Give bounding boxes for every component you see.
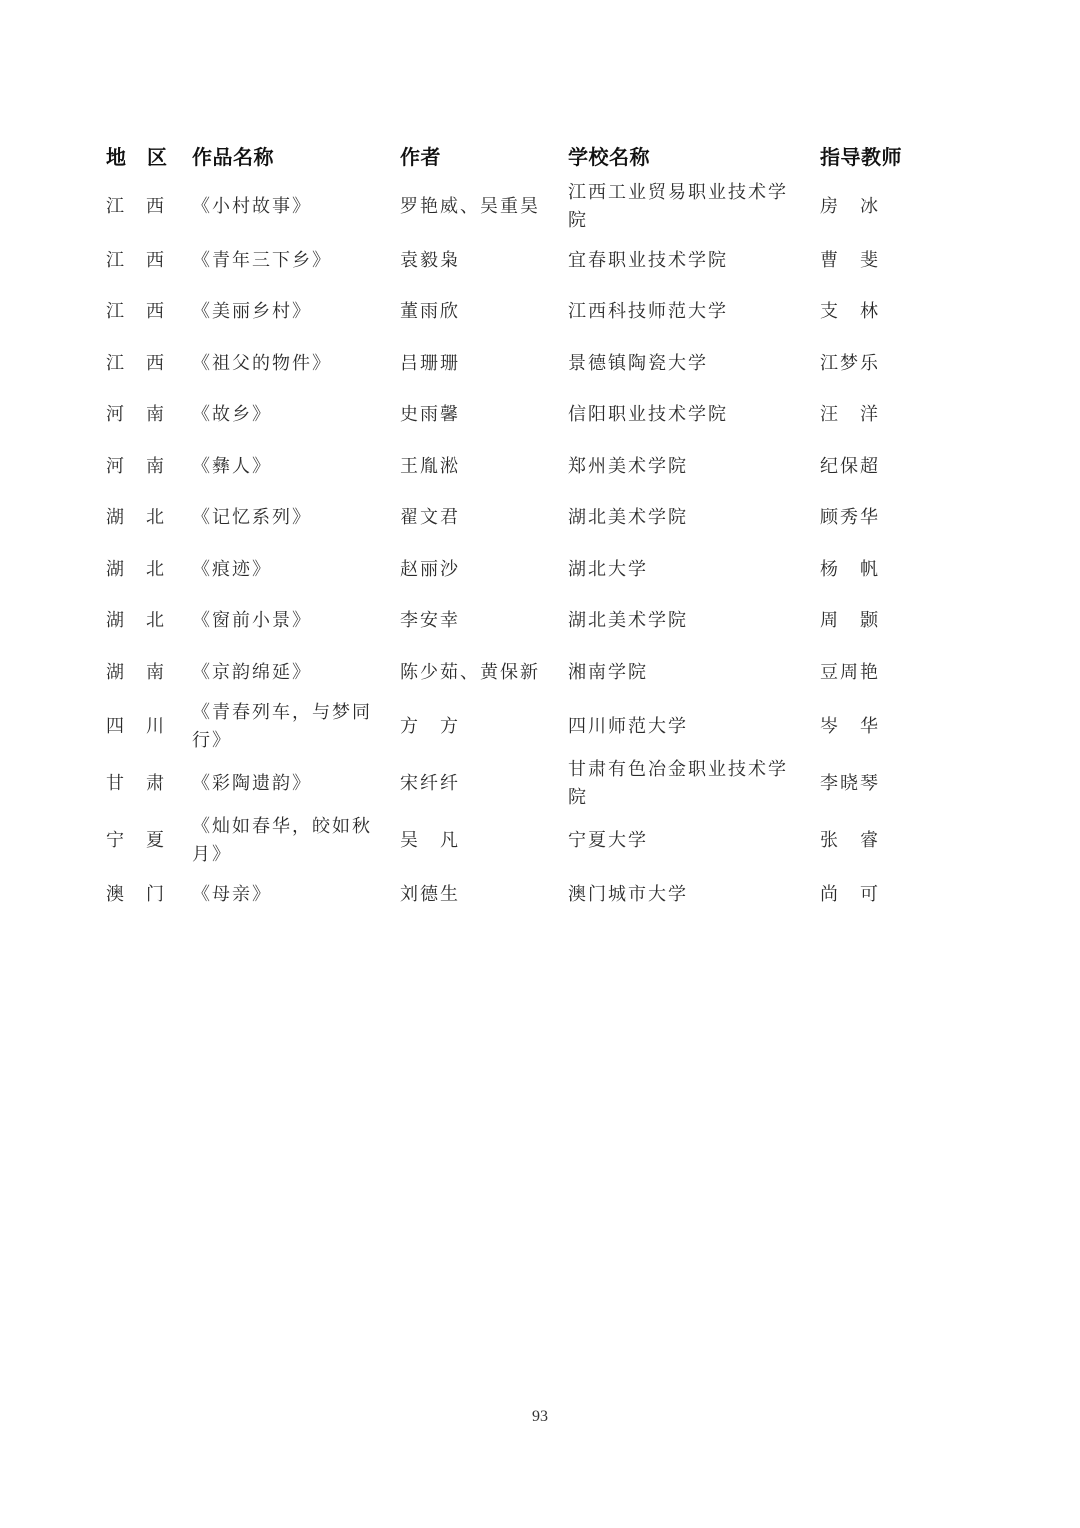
cell-school: 澳门城市大学 [568,884,688,906]
cell-teacher: 周 颢 [820,610,880,632]
cell-author: 史雨馨 [400,404,460,426]
cell-teacher: 岑 华 [820,716,880,737]
cell-school: 湘南学院 [568,661,648,683]
cell-school: 湖北美术学院 [568,507,688,529]
cell-author: 方 方 [400,716,460,737]
cell-school: 江西科技师范大学 [568,301,728,323]
cell-author: 赵丽沙 [400,558,460,580]
cell-author: 吴 凡 [400,830,460,851]
cell-teacher: 房 冰 [820,195,880,217]
table-row [106,647,940,699]
cell-title: 《青年三下乡》 [192,249,332,271]
header-teacher: 指导教师 [820,144,902,169]
cell-region: 江 西 [106,301,166,323]
table-row [106,544,940,596]
cell-school: 景德镇陶瓷大学 [568,352,708,374]
cell-school: 宜春职业技术学院 [568,249,728,271]
cell-title: 《彩陶遗韵》 [192,773,312,794]
cell-region: 江 西 [106,249,166,271]
cell-author: 陈少茹、黄保新 [400,661,540,683]
table-row [106,338,940,390]
cell-school: 信阳职业技术学院 [568,404,728,426]
table-row [106,493,940,545]
cell-school: 甘肃有色冶金职业技术学院 [568,759,788,808]
cell-title: 《窗前小景》 [192,610,312,632]
cell-author: 吕珊珊 [400,352,460,374]
cell-region: 澳 门 [106,884,166,906]
cell-teacher: 江梦乐 [820,352,880,374]
header-region: 地 区 [106,144,168,169]
cell-teacher: 尚 可 [820,884,880,906]
table-row [106,390,940,442]
cell-author: 翟文君 [400,507,460,529]
cell-title: 《灿如春华，皎如秋月》 [192,816,372,865]
header-title: 作品名称 [192,144,274,169]
cell-teacher: 张 睿 [820,830,880,851]
award-list-table [106,132,940,921]
cell-school: 湖北美术学院 [568,610,688,632]
table-row [106,287,940,339]
table-row [106,870,940,922]
cell-region: 湖 南 [106,661,166,683]
cell-title: 《母亲》 [192,884,272,906]
cell-author: 李安幸 [400,610,460,632]
cell-region: 河 南 [106,455,166,477]
cell-region: 江 西 [106,352,166,374]
cell-region: 宁 夏 [106,830,166,851]
table-row [106,596,940,648]
table-row [106,178,940,235]
table-row [106,699,940,756]
cell-region: 湖 北 [106,507,166,529]
cell-author: 罗艳威、吴重昊 [400,195,540,217]
page-number: 93 [532,1408,548,1425]
cell-title: 《美丽乡村》 [192,301,312,323]
cell-school: 湖北大学 [568,558,648,580]
header-school: 学校名称 [568,144,650,169]
cell-teacher: 豆周艳 [820,661,880,683]
cell-teacher: 支 林 [820,301,880,323]
header-author: 作者 [400,144,441,169]
cell-title: 《小村故事》 [192,195,312,217]
cell-title: 《痕迹》 [192,558,272,580]
cell-school: 四川师范大学 [568,716,688,737]
cell-teacher: 纪保超 [820,455,880,477]
cell-title: 《祖父的物件》 [192,352,332,374]
cell-title: 《青春列车，与梦同行》 [192,702,372,751]
table-row [106,441,940,493]
cell-title: 《故乡》 [192,404,272,426]
cell-title: 《彝人》 [192,455,272,477]
cell-author: 宋纤纤 [400,773,460,794]
cell-teacher: 曹 斐 [820,249,880,271]
cell-school: 江西工业贸易职业技术学院 [568,181,788,231]
cell-teacher: 李晓琴 [820,773,880,794]
cell-title: 《记忆系列》 [192,507,312,529]
cell-teacher: 汪 洋 [820,404,880,426]
cell-title: 《京韵绵延》 [192,661,312,683]
cell-school: 郑州美术学院 [568,455,688,477]
table-row [106,813,940,870]
cell-region: 湖 北 [106,558,166,580]
cell-school: 宁夏大学 [568,830,648,851]
table-row [106,756,940,813]
cell-teacher: 顾秀华 [820,507,880,529]
cell-author: 袁毅枭 [400,249,460,271]
cell-author: 刘德生 [400,884,460,906]
cell-region: 江 西 [106,195,166,217]
table-header-row [106,132,940,178]
cell-author: 董雨欣 [400,301,460,323]
cell-region: 四 川 [106,716,166,737]
cell-teacher: 杨 帆 [820,558,880,580]
cell-region: 河 南 [106,404,166,426]
cell-region: 甘 肃 [106,773,166,794]
cell-region: 湖 北 [106,610,166,632]
cell-author: 王胤淞 [400,455,460,477]
table-row [106,235,940,287]
